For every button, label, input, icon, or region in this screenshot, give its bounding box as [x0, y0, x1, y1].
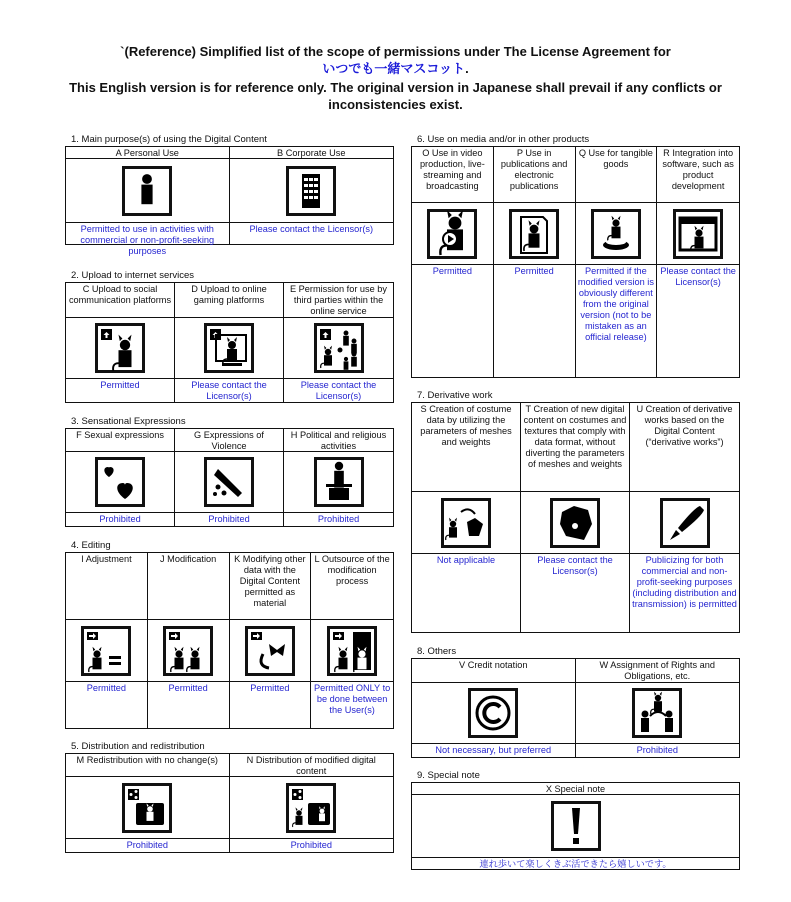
- icon-cell: [230, 620, 312, 682]
- section-7: [411, 390, 740, 633]
- item-heading: M Redistribution with no change(s): [66, 754, 230, 777]
- title-line-2: [0, 60, 791, 77]
- copyright-icon: [468, 688, 518, 738]
- permission-result: Please contact the Licensor(s): [660, 266, 736, 287]
- permission-table: [65, 552, 394, 729]
- material-icon: [245, 626, 295, 676]
- section-label: 5. Distribution and redistribution: [71, 741, 205, 752]
- section-label: 1. Main purpose(s) of using the Digital Content: [71, 134, 267, 145]
- permission-table: [65, 753, 394, 853]
- permission-result: Permitted ONLY to be done between the User(s): [313, 683, 391, 715]
- icon-cell: [66, 159, 230, 223]
- costume-icon: [550, 498, 600, 548]
- section-6: [411, 134, 740, 378]
- permission-result: Permitted to use in activities with commercial or non-profit-seeking purposes: [66, 223, 230, 244]
- item-heading: N Distribution of modified digital content: [230, 754, 394, 777]
- icon-cell: [175, 452, 284, 513]
- icon-cell: [284, 318, 393, 379]
- section-label: 9. Special note: [417, 770, 480, 781]
- item-heading: F Sexual expressions: [66, 429, 175, 452]
- permission-result: Please contact the Licensor(s): [175, 379, 284, 402]
- section-label: 8. Others: [417, 646, 457, 657]
- section-2: [65, 270, 394, 403]
- permission-result: Please contact the Licensor(s): [249, 224, 374, 234]
- knife-icon: [204, 457, 254, 507]
- permission-result: Permitted: [494, 265, 576, 377]
- item-heading: K Modifying other data with the Digital Content permitted as material: [230, 553, 312, 620]
- section-4: [65, 540, 394, 729]
- item-heading: U Creation of derivative works based on the Digital Content (“derivative works”): [630, 403, 739, 492]
- icon-cell: [412, 203, 494, 265]
- icon-cell: [412, 492, 521, 554]
- permission-result: Prohibited: [636, 745, 678, 755]
- section-label: 3. Sensational Expressions: [71, 416, 186, 427]
- item-heading: W Assignment of Rights and Obligations, etc.: [576, 659, 740, 683]
- product-name: いつでも一緒マスコット: [322, 61, 466, 76]
- icon-cell: [66, 620, 148, 682]
- icon-cell: [66, 452, 175, 513]
- permission-result: Prohibited: [66, 839, 230, 852]
- icon-cell: [148, 620, 230, 682]
- item-heading: E Permission for use by third parties within the online service: [284, 283, 393, 318]
- permission-result: Permitted if the modified version is obviously different from the original version (not to be mistaken as an official release): [576, 265, 658, 377]
- permission-table: [411, 782, 740, 870]
- item-heading: Q Use for tangible goods: [576, 147, 658, 203]
- permission-result: Please contact the Licensor(s): [300, 380, 377, 401]
- item-heading: V Credit notation: [412, 659, 576, 683]
- permission-table: [411, 658, 740, 758]
- item-heading: C Upload to social communication platforms: [66, 283, 175, 318]
- permission-table: [411, 146, 740, 378]
- permission-table: [65, 428, 394, 527]
- section-1: [65, 134, 394, 256]
- item-heading: P Use in publications and electronic publications: [494, 147, 576, 203]
- product-suffix: .: [465, 61, 469, 76]
- permission-table: [411, 402, 740, 633]
- icon-cell: [412, 795, 739, 858]
- permission-result: Permitted: [66, 379, 175, 402]
- title-line-1: `(Reference) Simplified list of the scope of permissions under The License Agreement for: [120, 44, 671, 59]
- third-party-share-icon: [314, 323, 364, 373]
- item-heading: I Adjustment: [66, 553, 148, 620]
- item-heading: A Personal Use: [66, 147, 230, 159]
- exclamation-icon: [551, 801, 601, 851]
- icon-cell: [311, 620, 393, 682]
- video-play-icon: [427, 209, 477, 259]
- permission-result: Prohibited: [317, 514, 360, 524]
- icon-cell: [576, 203, 658, 265]
- item-heading: R Integration into software, such as product development: [657, 147, 739, 203]
- permission-result: Publicizing for both commercial and non-profit-seeking purposes (including distribution and transmission) is permitted: [632, 555, 737, 609]
- item-heading: T Creation of new digital content on costumes and textures that comply with data format, without diverting the parameters of meshes and weights: [521, 403, 630, 492]
- title-line-4: inconsistencies exist.: [328, 97, 463, 112]
- item-heading: D Upload to online gaming platforms: [175, 283, 284, 318]
- pen-icon: [660, 498, 710, 548]
- permission-result: Not necessary, but preferred: [412, 744, 576, 757]
- permission-result: Permitted: [148, 682, 230, 728]
- permission-result: Prohibited: [66, 513, 175, 526]
- item-heading: L Outsource of the modification process: [311, 553, 393, 620]
- icon-cell: [576, 683, 740, 744]
- title-line-3: This English version is for reference only. The original version in Japanese shall prevail if any conflicts or: [69, 80, 722, 95]
- permission-table: [65, 146, 394, 256]
- section-3: [65, 416, 394, 527]
- permission-table: [65, 282, 394, 403]
- section-label: 6. Use on media and/or in other products: [417, 134, 590, 145]
- icon-cell: [230, 159, 394, 223]
- icon-cell: [66, 318, 175, 379]
- icon-cell: [494, 203, 576, 265]
- document-icon: [509, 209, 559, 259]
- section-8: [411, 646, 740, 758]
- permission-result: Permitted: [412, 265, 494, 377]
- item-heading: X Special note: [412, 783, 739, 795]
- costume-transfer-icon: [441, 498, 491, 548]
- permission-result: Permitted: [66, 682, 148, 728]
- permission-result: Permitted: [230, 682, 312, 728]
- permission-result: Prohibited: [175, 513, 284, 526]
- software-window-icon: [673, 209, 723, 259]
- modification-icon: [163, 626, 213, 676]
- icon-cell: [521, 492, 630, 554]
- share-folder-icon: [122, 783, 172, 833]
- upload-social-icon: [95, 323, 145, 373]
- section-label: 4. Editing: [71, 540, 111, 551]
- share-modified-icon: [286, 783, 336, 833]
- permission-result: 連れ歩いて楽しくきぶ活できたら嬉しいです。: [479, 859, 672, 869]
- item-heading: B Corporate Use: [230, 147, 394, 159]
- icon-cell: [66, 777, 230, 839]
- adjustment-icon: [81, 626, 131, 676]
- section-label: 2. Upload to internet services: [71, 270, 195, 281]
- person-icon: [122, 166, 172, 216]
- item-heading: O Use in video production, live-streaming and broadcasting: [412, 147, 494, 203]
- item-heading: G Expressions of Violence: [175, 429, 284, 452]
- icon-cell: [630, 492, 739, 554]
- icon-cell: [230, 777, 394, 839]
- permission-result: Please contact the Licensor(s): [521, 554, 630, 632]
- item-heading: H Political and religious activities: [284, 429, 393, 452]
- permission-result: Not applicable: [412, 554, 521, 632]
- icon-cell: [284, 452, 393, 513]
- icon-cell: [412, 683, 576, 744]
- section-label: 7. Derivative work: [417, 390, 493, 401]
- icon-cell: [657, 203, 739, 265]
- hearts-icon: [95, 457, 145, 507]
- item-heading: S Creation of costume data by utilizing the parameters of meshes and weights: [412, 403, 521, 492]
- building-icon: [286, 166, 336, 216]
- permission-result: Prohibited: [290, 840, 332, 850]
- outsource-icon: [327, 626, 377, 676]
- section-5: [65, 741, 394, 853]
- section-9: [411, 770, 740, 870]
- item-heading: J Modification: [148, 553, 230, 620]
- upload-gaming-icon: [204, 323, 254, 373]
- icon-cell: [175, 318, 284, 379]
- podium-icon: [314, 457, 364, 507]
- assignment-icon: [632, 688, 682, 738]
- figure-stand-icon: [591, 209, 641, 259]
